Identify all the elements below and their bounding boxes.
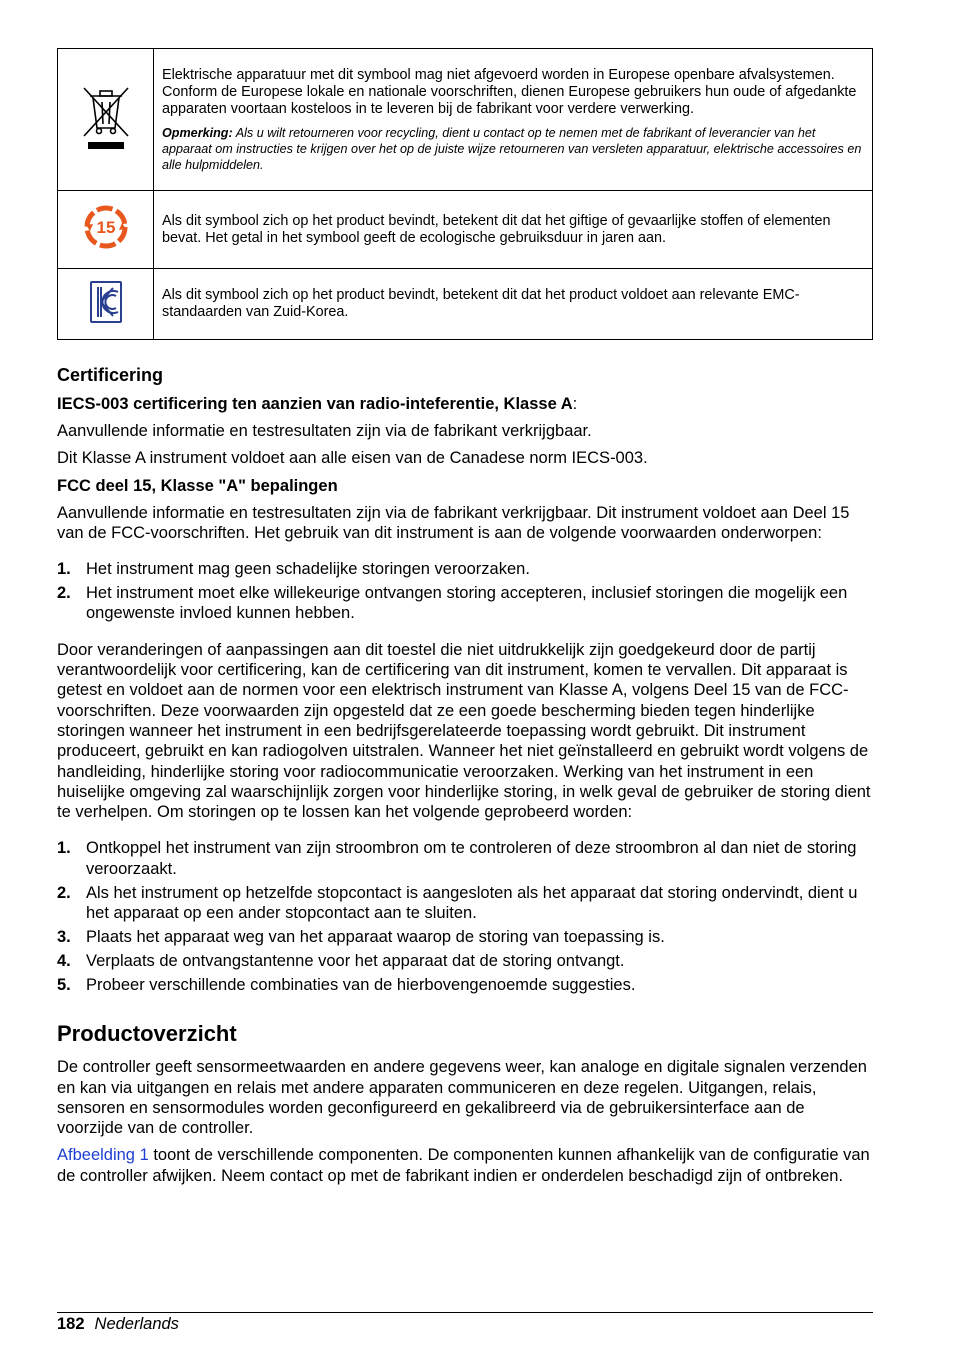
list-item — [57, 975, 873, 995]
figure-1-link[interactable]: Afbeelding 1 — [57, 1146, 149, 1165]
list-number: 5. — [57, 975, 71, 994]
list-item — [57, 838, 873, 879]
page-content — [57, 48, 873, 1193]
table-row — [58, 191, 873, 269]
list-item — [57, 559, 873, 579]
overview-paragraph-1: De controller geeft sensormeetwaarden en andere gegevens weer, kan analoge en digitale signalen verzenden en kan via uitgangen en relais met andere apparaten communiceren en deze regelen. Uitgangen, relais, sensoren en sensormodules worden geconfigureerd en gekalibreerd via de gebruikersinterface aan de voorzijde van de controller. — [57, 1058, 867, 1138]
page-number: 182 — [57, 1315, 85, 1333]
overview-paragraph-2-text: toont de verschillende componenten. De componenten kunnen afhankelijk van de configuratie van de controller afwijken. Neem contact op met de fabrikant indien er onderdelen beschadigd zijn of ontbreken. — [57, 1146, 870, 1185]
overview-paragraph-2 — [57, 1145, 873, 1186]
rohs-text: Als dit symbool zich op het product bevindt, betekent dit dat het giftige of gevaarlijke stoffen of elementen bevat. Het getal in het symbool geeft de ecologische gebruiksduur in jaren aan. — [162, 212, 831, 246]
footer-language: Nederlands — [94, 1315, 179, 1333]
text-cell — [154, 191, 873, 269]
list-text: Het instrument mag geen schadelijke storingen veroorzaken. — [86, 560, 530, 579]
note-text: Als u wilt retourneren voor recycling, dient u contact op te nemen met de fabrikant of leverancier van het apparaat om instructies te krijgen over het op de juiste wijze retourneren van versleten apparatuur, elektrische accessoires en alle hulpmiddelen. — [162, 125, 862, 172]
text-cell — [154, 269, 873, 340]
iecs-title-text: IECS-003 certificering ten aanzien van radio-inteferentie, Klasse A — [57, 395, 573, 413]
fcc-conditions-list — [57, 559, 873, 624]
product-overview-heading: Productoverzicht — [57, 1021, 237, 1047]
fcc-paragraph-2: Door veranderingen of aanpassingen aan dit toestel die niet uitdrukkelijk zijn goedgekeurd door de partij verantwoordelijk voor certificering, kan de certificering van dit instrument, komen te vervallen. Dit apparaat is getest en voldoet aan de normen voor een elektrisch instrument van Klasse A, volgens Deel 15 van de FCC-voorschriften. Deze voorwaarden zijn opgesteld dat ze een goede bescherming bieden tegen hinderlijke storingen wanneer het instrument in een bedrijfsgerelateerde toepassing wordt gebruikt. Dit instrument produceert, gebruikt en kan radiogolven uitstralen. Wanneer het niet geïnstalleerd en gebruikt wordt volgens de handleiding, hinderlijke storing voor radiocommunicatie veroorzaken. Werking van het instrument in een huiselijke omgeving zal waarschijnlijk zorgen voor hinderlijke storing, in welk geval de gebruiker de storing dient te verhelpen. Om storingen op te lossen kan het volgende geprobeerd worden: — [57, 640, 871, 822]
list-item — [57, 927, 873, 947]
rohs-number: 15 — [96, 218, 115, 237]
list-number: 3. — [57, 928, 71, 946]
list-number: 2. — [57, 584, 71, 603]
list-number: 1. — [57, 560, 71, 579]
page-footer — [57, 1312, 873, 1334]
fcc-paragraph-1: Aanvullende informatie en testresultaten zijn via de fabrikant verkrijgbaar. Dit instrument voldoet aan Deel 15 van de FCC-voorschriften. Het gebruik van dit instrument is aan de volgende voorwaarden onderworpen: — [57, 503, 850, 542]
list-item — [57, 883, 873, 924]
icon-cell — [58, 269, 154, 340]
iecs-title-colon: : — [572, 395, 578, 413]
list-item — [57, 951, 873, 971]
list-text: Verplaats de ontvangstantenne voor het apparaat dat de storing ontvangt. — [86, 951, 625, 970]
weee-text: Elektrische apparatuur met dit symbool mag niet afgevoerd worden in Europese openbare afvalsystemen. Conform de Europese lokale en nationale voorschriften, dienen Europese gebruikers hun oude of afgedankte apparaten voortaan kosteloos in te leveren bij de fabrikant voor verdere verwerking. — [162, 66, 857, 117]
crossed-out-bin-icon — [76, 82, 136, 152]
iecs-paragraph-2: Dit Klasse A instrument voldoet aan alle eisen van de Canadese norm IECS-003. — [57, 449, 648, 468]
icon-cell — [58, 191, 154, 269]
interference-fix-list — [57, 838, 873, 995]
kc-text: Als dit symbool zich op het product bevindt, betekent dit dat het product voldoet aan relevante EMC-standaarden van Zuid-Korea. — [162, 287, 800, 320]
symbols-table — [57, 48, 873, 340]
weee-note — [162, 125, 864, 173]
certification-heading: Certificering — [57, 365, 164, 385]
iecs-paragraph-1: Aanvullende informatie en testresultaten zijn via de fabrikant verkrijgbaar. — [57, 422, 592, 440]
list-text: Als het instrument op hetzelfde stopcontact is aangesloten als het apparaat dat storing ondervindt, dient u het apparaat op een ander stopcontact aan te sluiten. — [86, 883, 858, 923]
list-text: Plaats het apparaat weg van het apparaat waarop de storing van toepassing is. — [86, 928, 665, 946]
table-row — [58, 49, 873, 191]
kc-mark-icon — [89, 280, 123, 324]
note-label: Opmerking: — [162, 125, 233, 140]
table-row — [58, 269, 873, 340]
list-number: 1. — [57, 839, 71, 858]
fcc-title: FCC deel 15, Klasse "A" bepalingen — [57, 476, 338, 495]
list-text: Ontkoppel het instrument van zijn stroombron om te controleren of deze stroombron al dan niet de storing veroorzaakt. — [86, 839, 857, 878]
icon-cell — [58, 49, 154, 191]
list-text: Probeer verschillende combinaties van de hierbovengenoemde suggesties. — [86, 975, 636, 994]
iecs-title — [57, 394, 873, 414]
text-cell — [154, 49, 873, 191]
list-number: 2. — [57, 883, 71, 902]
list-item — [57, 583, 873, 624]
list-number: 4. — [57, 951, 71, 970]
list-text: Het instrument moet elke willekeurige ontvangen storing accepteren, inclusief storingen die mogelijk een ongewenste invloed kunnen hebben. — [86, 584, 848, 623]
china-rohs-15-icon — [82, 203, 130, 251]
